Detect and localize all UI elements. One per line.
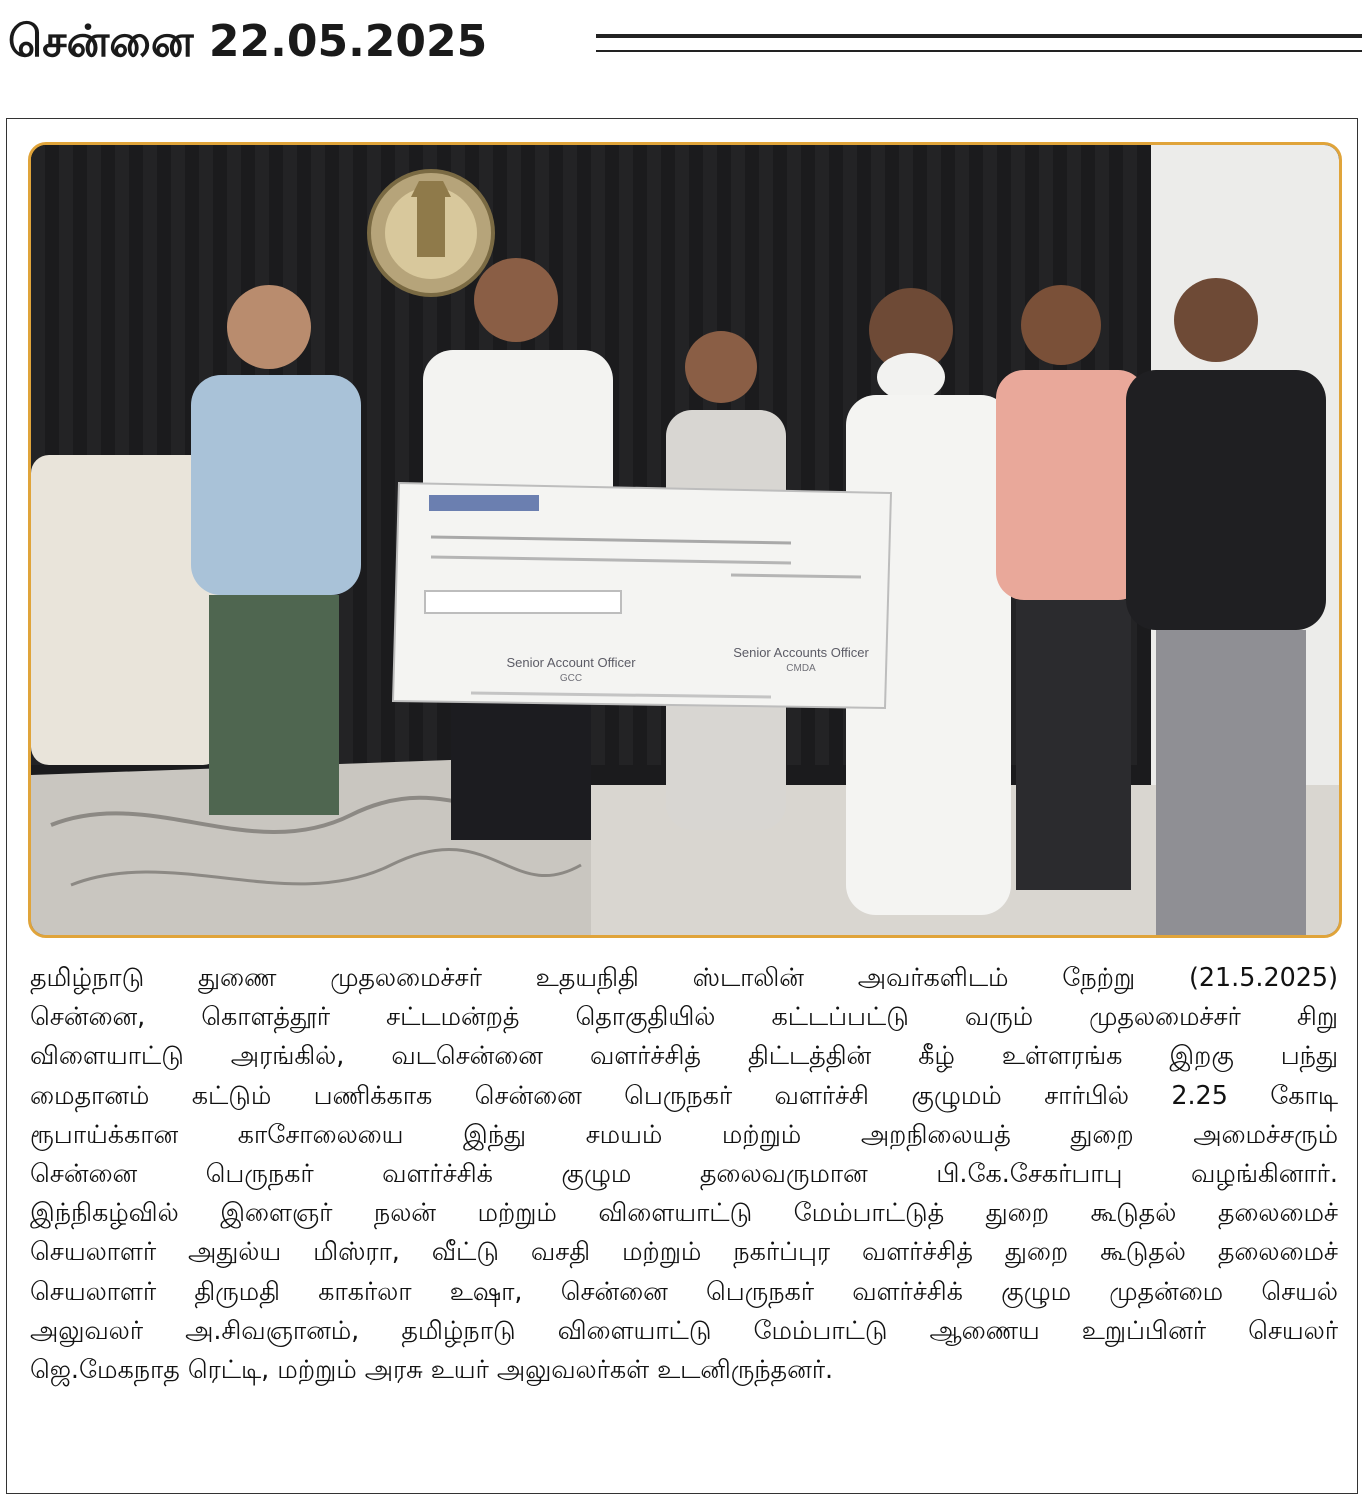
caption-line: விளையாட்டு அரங்கில், வடசென்னை வளர்ச்சித் திட்டத்தின் கீழ் உள்ளரங்க இறகு பந்து xyxy=(30,1040,1338,1071)
cheque-signature-right: Senior Accounts Officer xyxy=(733,645,869,660)
photo-illustration xyxy=(31,145,1339,935)
cheque-signature-left-sub: GCC xyxy=(559,673,583,684)
caption-line: இந்நிகழ்வில் இளைஞர் நலன் மற்றும் விளையாட்டு மேம்பாட்டுத் துறை கூடுதல் தலைமைச் xyxy=(30,1197,1338,1228)
cheque-board xyxy=(393,483,891,708)
caption-line: செயலாளர் அதுல்ய மிஸ்ரா, வீட்டு வசதி மற்றும் நகர்ப்புர வளர்ச்சித் துறை கூடுதல் தலைமைச் xyxy=(30,1236,1338,1267)
article-caption xyxy=(30,958,1338,1389)
masthead xyxy=(0,0,1366,90)
masthead-rule xyxy=(596,34,1362,52)
caption-line: மைதானம் கட்டும் பணிக்காக சென்னை பெருநகர் வளர்ச்சி குழுமம் சார்பில் 2.25 கோடி xyxy=(30,1079,1338,1110)
cheque-signature-right-sub: CMDA xyxy=(786,663,816,674)
caption-line: சென்னை, கொளத்தூர் சட்டமன்றத் தொகுதியில் கட்டப்பட்டு வரும் முதலமைச்சர் சிறு xyxy=(30,1001,1338,1032)
tamilnadu-government-emblem-icon xyxy=(369,171,493,295)
caption-line: செயலாளர் திருமதி காகர்லா உஷா, சென்னை பெருநகர் வளர்ச்சிக் குழும முதன்மை செயல் xyxy=(30,1275,1338,1306)
news-photo xyxy=(28,142,1342,938)
masthead-title: சென்னை 22.05.2025 xyxy=(8,16,488,67)
caption-line: சென்னை பெருநகர் வளர்ச்சிக் குழும தலைவருமான பி.கே.சேகர்பாபு வழங்கினார். xyxy=(30,1158,1338,1189)
caption-line: அலுவலர் அ.சிவஞானம், தமிழ்நாடு விளையாட்டு மேம்பாட்டு ஆணைய உறுப்பினர் செயலர் xyxy=(30,1314,1338,1345)
caption-line: ரூபாய்க்கான காசோலையை இந்து சமயம் மற்றும் அறநிலையத் துறை அமைச்சரும் xyxy=(30,1118,1338,1149)
caption-line: ஜெ.மேகநாத ரெட்டி, மற்றும் அரசு உயர் அலுவலர்கள் உடனிருந்தனர். xyxy=(30,1354,834,1385)
caption-line: தமிழ்நாடு துணை முதலமைச்சர் உதயநிதி ஸ்டாலின் அவர்களிடம் நேற்று (21.5.2025) xyxy=(30,962,1338,992)
cheque-signature-left: Senior Account Officer xyxy=(506,655,636,670)
